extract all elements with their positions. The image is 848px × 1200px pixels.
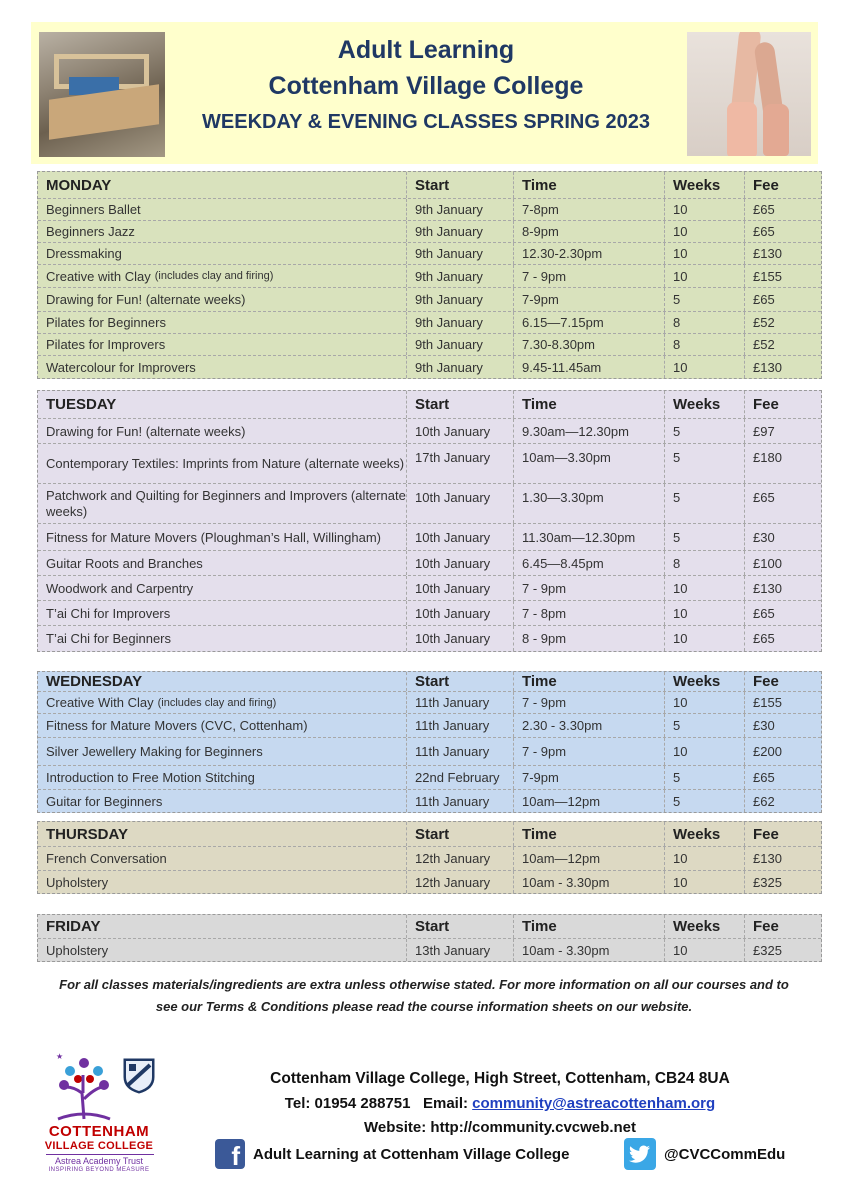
- friday-header-row: [38, 915, 821, 939]
- class-start: 9th January: [407, 334, 514, 355]
- class-name: Creative With Clay: [46, 695, 154, 710]
- logo-tagline: INSPIRING BEYOND MEASURE: [48, 1167, 150, 1173]
- class-fee: £65: [753, 631, 775, 646]
- start-header: Start: [407, 672, 514, 691]
- email-label: Email:: [422, 1095, 468, 1112]
- start-header: Start: [407, 822, 514, 846]
- note-line-1: For all classes materials/ingredients are extra unless otherwise stated. For more information on all our courses and to: [59, 977, 789, 992]
- day-label: FRIDAY: [38, 915, 407, 938]
- class-name: Upholstery: [38, 939, 407, 961]
- friday-table: [37, 914, 822, 962]
- weeks-header: Weeks: [665, 915, 745, 938]
- class-start: 12th January: [407, 847, 514, 870]
- table-row: [38, 243, 821, 265]
- header-title-adult-learning: Adult Learning: [337, 36, 515, 64]
- tree-logo-icon: [52, 1053, 116, 1123]
- tel-label: Tel:: [284, 1095, 311, 1112]
- website-line: [200, 1119, 800, 1136]
- class-start: 10th January: [407, 551, 514, 575]
- twitter-handle: @CVCCommEdu: [664, 1145, 786, 1163]
- table-row: [38, 524, 821, 551]
- logo-name-village-college: VILLAGE COLLEGE: [44, 1140, 154, 1152]
- class-name: Beginners Ballet: [38, 199, 407, 220]
- table-row: [38, 738, 821, 766]
- class-start: 9th January: [407, 356, 514, 378]
- note-line-2: see our Terms & Conditions please read the course information sheets on our website.: [155, 999, 693, 1014]
- class-time: 1.30—3.30pm: [514, 484, 665, 523]
- class-start: 10th January: [407, 419, 514, 443]
- class-weeks: 5: [665, 484, 745, 523]
- table-row: [38, 847, 821, 871]
- fee-header: Fee: [753, 176, 779, 194]
- class-start: 11th January: [407, 790, 514, 812]
- class-time: 7.30-8.30pm: [514, 334, 665, 355]
- class-time: 9.30am—12.30pm: [514, 419, 665, 443]
- start-header: Start: [407, 915, 514, 938]
- class-time: 10am - 3.30pm: [514, 871, 665, 893]
- class-time: 10am—12pm: [514, 847, 665, 870]
- time-header: Time: [514, 915, 665, 938]
- class-name: Contemporary Textiles: Imprints from Nature (alternate weeks): [38, 444, 407, 483]
- time-header: Time: [514, 172, 665, 198]
- class-start: 10th January: [407, 484, 514, 523]
- fee-header: Fee: [753, 918, 779, 935]
- class-fee: £130: [753, 851, 782, 866]
- weeks-header: Weeks: [665, 672, 745, 691]
- class-time: 7 - 9pm: [514, 265, 665, 287]
- class-time: 7 - 8pm: [514, 601, 665, 625]
- day-label: THURSDAY: [38, 822, 407, 846]
- class-name: Guitar Roots and Branches: [38, 551, 407, 575]
- thursday-header-row: [38, 822, 821, 847]
- fee-header: Fee: [753, 673, 779, 690]
- class-start: 10th January: [407, 601, 514, 625]
- fee-header: Fee: [753, 396, 779, 413]
- twitter-icon: [624, 1138, 656, 1170]
- time-header: Time: [514, 822, 665, 846]
- class-time: 11.30am—12.30pm: [514, 524, 665, 550]
- table-row: [38, 221, 821, 243]
- monday-header-row: [38, 172, 821, 199]
- wednesday-table: [37, 671, 822, 813]
- class-fee: £65: [753, 292, 775, 307]
- table-row: [38, 790, 821, 812]
- class-start: 12th January: [407, 871, 514, 893]
- class-name: Pilates for Improvers: [38, 334, 407, 355]
- header-subtitle: WEEKDAY & EVENING CLASSES SPRING 2023: [202, 111, 650, 133]
- day-label: WEDNESDAY: [38, 672, 407, 691]
- class-fee: £62: [753, 793, 775, 809]
- class-time: 12.30-2.30pm: [514, 243, 665, 264]
- class-name: Watercolour for Improvers: [38, 356, 407, 378]
- class-note: (includes clay and firing): [154, 270, 274, 282]
- logo-trust: Astrea Academy Trust: [54, 1156, 144, 1166]
- class-fee: £30: [753, 529, 775, 545]
- class-weeks: 5: [665, 766, 745, 789]
- facebook-link[interactable]: [215, 1138, 569, 1170]
- class-name: Introduction to Free Motion Stitching: [38, 766, 407, 789]
- class-start: 9th January: [407, 243, 514, 264]
- class-name-cell: [38, 692, 407, 713]
- class-name: Beginners Jazz: [38, 221, 407, 242]
- table-row: [38, 484, 821, 524]
- class-name: T’ai Chi for Improvers: [38, 601, 407, 625]
- facebook-label: Adult Learning at Cottenham Village College: [253, 1145, 570, 1163]
- class-weeks: 5: [665, 419, 745, 443]
- class-weeks: 10: [665, 601, 745, 625]
- class-weeks: 10: [665, 243, 745, 264]
- table-row: [38, 334, 821, 356]
- class-start: 11th January: [407, 692, 514, 713]
- class-name: Dressmaking: [38, 243, 407, 264]
- class-fee: £65: [753, 770, 775, 785]
- class-weeks: 8: [665, 312, 745, 333]
- class-weeks: 10: [665, 199, 745, 220]
- materials-note: [20, 974, 828, 1018]
- college-logo: [38, 1045, 218, 1175]
- class-fee: £30: [753, 718, 775, 733]
- class-start: 13th January: [407, 939, 514, 961]
- table-row: [38, 444, 821, 484]
- class-weeks: 10: [665, 939, 745, 961]
- class-fee: £97: [753, 423, 775, 439]
- tuesday-header-row: [38, 391, 821, 419]
- table-row: [38, 939, 821, 961]
- class-weeks: 8: [665, 334, 745, 355]
- class-weeks: 10: [665, 221, 745, 242]
- table-row: [38, 199, 821, 221]
- class-name: Pilates for Beginners: [38, 312, 407, 333]
- class-weeks: 5: [665, 524, 745, 550]
- class-fee: £155: [753, 695, 782, 710]
- class-fee: £52: [753, 315, 775, 330]
- class-fee: £100: [753, 555, 782, 571]
- table-row: [38, 288, 821, 312]
- table-row: [38, 766, 821, 790]
- class-start: 9th January: [407, 221, 514, 242]
- start-header: Start: [407, 391, 514, 418]
- class-weeks: 5: [665, 790, 745, 812]
- logo-name-cottenham: COTTENHAM: [48, 1123, 150, 1140]
- twitter-link[interactable]: [624, 1138, 785, 1170]
- class-fee: £65: [753, 490, 775, 505]
- class-weeks: 10: [665, 738, 745, 765]
- class-weeks: 8: [665, 551, 745, 575]
- table-row: [38, 265, 821, 288]
- woodwork-photo: [39, 32, 165, 157]
- class-name: Fitness for Mature Movers (CVC, Cottenham): [38, 714, 407, 737]
- class-time: 10am—3.30pm: [514, 444, 665, 483]
- class-weeks: 10: [665, 626, 745, 651]
- weeks-header: Weeks: [665, 822, 745, 846]
- table-row: [38, 551, 821, 576]
- class-time: 7 - 9pm: [514, 576, 665, 600]
- class-fee: £180: [753, 450, 782, 465]
- table-row: [38, 692, 821, 714]
- class-time: 7-8pm: [514, 199, 665, 220]
- class-name: Upholstery: [38, 871, 407, 893]
- class-start: 10th January: [407, 576, 514, 600]
- class-weeks: 5: [665, 444, 745, 483]
- class-weeks: 10: [665, 265, 745, 287]
- class-time: 9.45-11.45am: [514, 356, 665, 378]
- thursday-table: [37, 821, 822, 894]
- class-start: 22nd February: [407, 766, 514, 789]
- class-fee: £52: [753, 337, 775, 352]
- class-start: 10th January: [407, 626, 514, 651]
- class-fee: £325: [753, 874, 782, 890]
- tuesday-table: [37, 390, 822, 652]
- class-name-cell: [38, 265, 407, 287]
- time-header: Time: [514, 391, 665, 418]
- class-time: 10am - 3.30pm: [514, 939, 665, 961]
- class-name: Guitar for Beginners: [38, 790, 407, 812]
- class-start: 9th January: [407, 199, 514, 220]
- logo-divider: [46, 1154, 154, 1155]
- class-name: Patchwork and Quilting for Beginners and Improvers (alternate weeks): [38, 484, 407, 523]
- website-link[interactable]: http://community.cvcweb.net: [430, 1119, 636, 1136]
- facebook-icon: f: [215, 1139, 245, 1169]
- class-time: 8 - 9pm: [514, 626, 665, 651]
- class-name: Drawing for Fun! (alternate weeks): [38, 419, 407, 443]
- weeks-header: Weeks: [665, 391, 745, 418]
- day-label: MONDAY: [38, 172, 407, 198]
- class-weeks: 5: [665, 288, 745, 311]
- class-start: 11th January: [407, 738, 514, 765]
- svg-text:★: ★: [56, 1053, 64, 1061]
- class-weeks: 10: [665, 356, 745, 378]
- shield-icon: [122, 1057, 156, 1095]
- class-name: French Conversation: [38, 847, 407, 870]
- class-start: 9th January: [407, 312, 514, 333]
- table-row: [38, 576, 821, 601]
- table-row: [38, 626, 821, 651]
- class-fee: £200: [753, 744, 782, 759]
- class-name: Fitness for Mature Movers (Ploughman’s Hall, Willingham): [38, 524, 407, 550]
- class-name: Silver Jewellery Making for Beginners: [38, 738, 407, 765]
- ballet-shoes-photo: [687, 32, 811, 156]
- class-note: (includes clay and firing): [157, 696, 277, 709]
- class-time: 2.30 - 3.30pm: [514, 714, 665, 737]
- class-fee: £65: [753, 605, 775, 621]
- time-header: Time: [514, 672, 665, 691]
- class-time: 6.15—7.15pm: [514, 312, 665, 333]
- header-title-college: Cottenham Village College: [268, 72, 584, 100]
- table-row: [38, 871, 821, 893]
- class-weeks: 10: [665, 847, 745, 870]
- class-time: 8-9pm: [514, 221, 665, 242]
- phone-email-line: [200, 1095, 800, 1112]
- class-weeks: 10: [665, 692, 745, 713]
- weeks-header: Weeks: [665, 172, 745, 198]
- table-row: [38, 356, 821, 378]
- class-weeks: 10: [665, 871, 745, 893]
- class-fee: £130: [753, 359, 782, 375]
- table-row: [38, 601, 821, 626]
- class-start: 11th January: [407, 714, 514, 737]
- class-start: 9th January: [407, 265, 514, 287]
- start-header: Start: [407, 172, 514, 198]
- class-start: 10th January: [407, 524, 514, 550]
- class-name: Woodwork and Carpentry: [38, 576, 407, 600]
- class-time: 10am—12pm: [514, 790, 665, 812]
- page-header: [31, 22, 818, 164]
- class-weeks: 5: [665, 714, 745, 737]
- class-start: 17th January: [407, 444, 514, 483]
- class-start: 9th January: [407, 288, 514, 311]
- class-time: 7-9pm: [514, 766, 665, 789]
- class-fee: £325: [753, 942, 782, 958]
- class-time: 7 - 9pm: [514, 738, 665, 765]
- tel-number: 01954 288751: [314, 1095, 411, 1112]
- class-weeks: 10: [665, 576, 745, 600]
- class-name: Creative with Clay: [46, 268, 151, 284]
- class-fee: £65: [753, 202, 775, 217]
- class-time: 6.45—8.45pm: [514, 551, 665, 575]
- day-label: TUESDAY: [38, 391, 407, 418]
- address: Cottenham Village College, High Street, Cottenham, CB24 8UA: [270, 1070, 730, 1087]
- class-time: 7 - 9pm: [514, 692, 665, 713]
- table-row: [38, 714, 821, 738]
- class-fee: £65: [753, 224, 775, 239]
- class-fee: £130: [753, 246, 782, 261]
- class-time: 7-9pm: [514, 288, 665, 311]
- website-label: Website:: [364, 1119, 427, 1136]
- email-link[interactable]: community@astreacottenham.org: [472, 1095, 716, 1112]
- wednesday-header-row: [38, 672, 821, 692]
- table-row: [38, 312, 821, 334]
- monday-table: [37, 171, 822, 379]
- fee-header: Fee: [753, 825, 779, 843]
- table-row: [38, 419, 821, 444]
- class-fee: £155: [753, 268, 782, 284]
- class-name: T’ai Chi for Beginners: [38, 626, 407, 651]
- class-name: Drawing for Fun! (alternate weeks): [38, 288, 407, 311]
- class-fee: £130: [753, 580, 782, 596]
